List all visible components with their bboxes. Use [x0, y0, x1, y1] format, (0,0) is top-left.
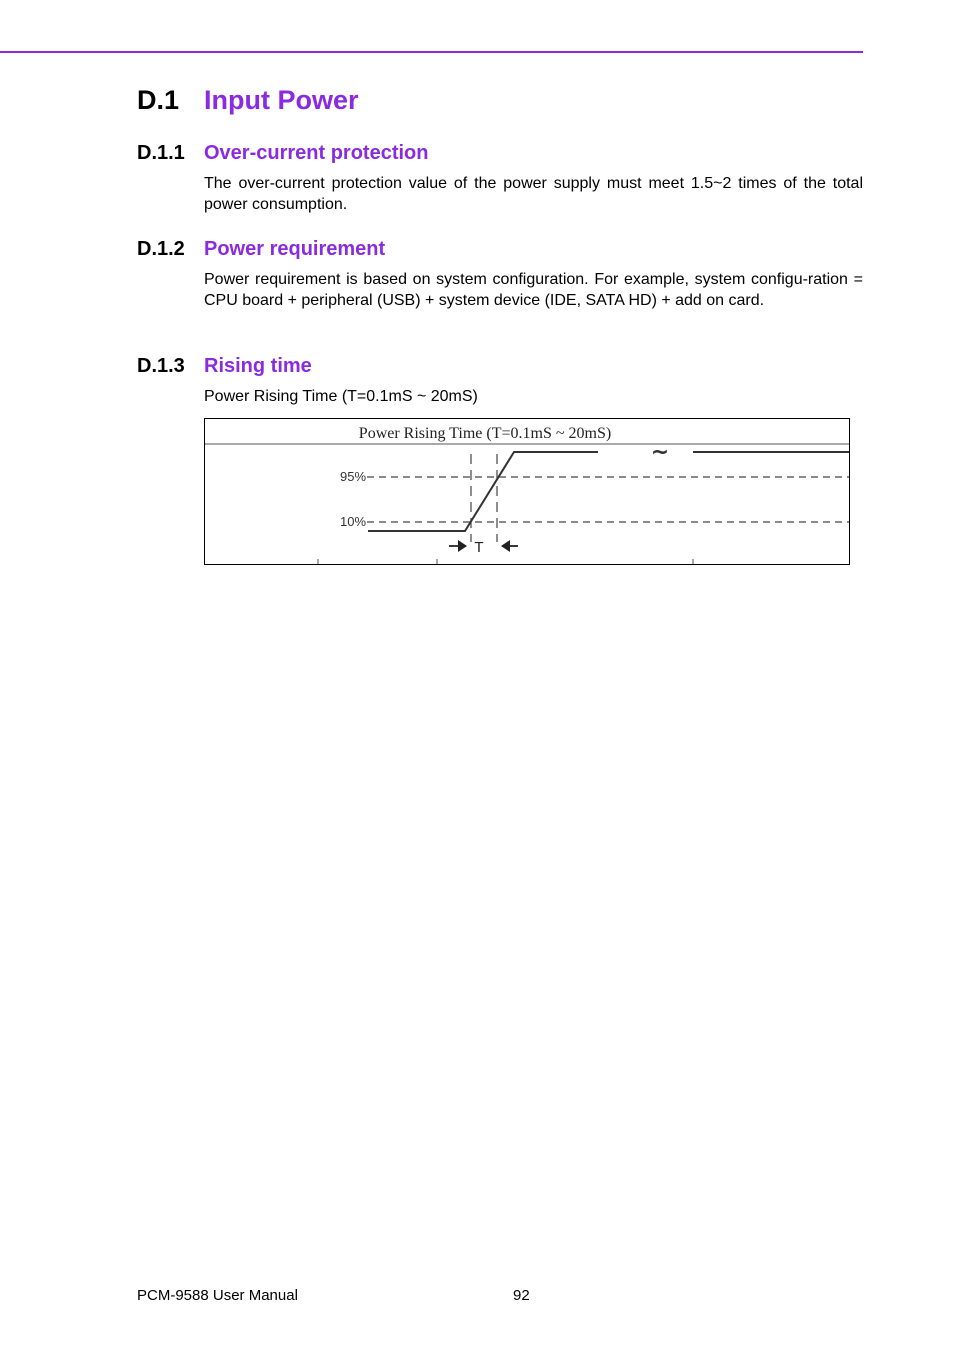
section-title: Power requirement: [204, 238, 386, 260]
chapter-number: D.1: [137, 85, 180, 115]
top-rule: [0, 51, 863, 53]
diagram-title: Power Rising Time (T=0.1mS ~ 20mS): [358, 425, 612, 442]
label-10-percent: 10%: [340, 514, 367, 529]
label-t: T: [474, 539, 484, 556]
footer-page-number: 92: [513, 1287, 530, 1304]
section-title: Over-current protection: [204, 142, 429, 164]
footer-manual-title: PCM-9588 User Manual: [137, 1287, 298, 1304]
section-text-power-requirement: Power requirement is based on system configuration. For example, system configu-ration = CPU board + peripheral (USB) + system device (IDE, SATA HD) + add on card.: [204, 271, 863, 309]
section-number: D.1.2: [137, 238, 185, 260]
section-text-over-current: The over-current protection value of the power supply must meet 1.5~2 times of the total power consumption.: [204, 175, 863, 213]
arrow-left-head: [458, 540, 467, 552]
continuation-tilde: ~: [650, 440, 670, 465]
voltage-curve: [368, 452, 598, 531]
section-number: D.1.3: [137, 355, 185, 377]
rising-time-diagram: [204, 418, 850, 565]
section-title: Rising time: [204, 355, 312, 377]
chapter-title: Input Power: [204, 85, 359, 115]
section-heading-power-requirement: [137, 236, 385, 262]
section-heading-over-current: [137, 140, 428, 166]
arrow-right-head: [501, 540, 510, 552]
section-text-rising-time: Power Rising Time (T=0.1mS ~ 20mS): [204, 388, 478, 405]
chapter-heading: [137, 83, 359, 117]
label-95-percent: 95%: [340, 469, 367, 484]
section-heading-rising-time: [137, 353, 312, 379]
section-number: D.1.1: [137, 142, 185, 164]
